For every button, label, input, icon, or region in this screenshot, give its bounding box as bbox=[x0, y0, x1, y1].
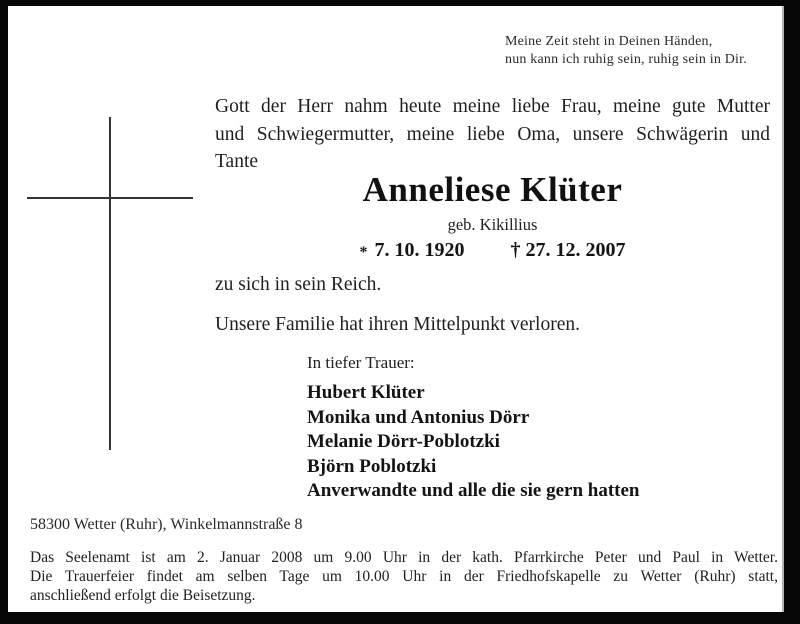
family-line: Unsere Familie hat ihren Mittelpunkt verloren. bbox=[215, 314, 580, 335]
death-date: 27. 12. 2007 bbox=[525, 239, 626, 261]
epigraph-line: nun kann ich ruhig sein, ruhig sein in Dir. bbox=[505, 52, 747, 67]
mourning-heading: In tiefer Trauer: bbox=[307, 353, 415, 372]
after-name-line: zu sich in sein Reich. bbox=[215, 274, 382, 295]
birth-star-symbol: * bbox=[359, 244, 368, 261]
cross-vertical-bar bbox=[109, 117, 111, 450]
death-dagger-symbol: † bbox=[510, 239, 521, 261]
maiden-name: geb. Kikillius bbox=[447, 215, 538, 234]
mourners-list bbox=[307, 381, 640, 504]
service-line: Das Seelenamt ist am 2. Januar 2008 um 9.00 Uhr in der kath. Pfarrkirche Peter und Paul in Wetter. bbox=[30, 549, 778, 566]
deceased-name: Anneliese Klüter bbox=[362, 170, 623, 209]
intro-line: Gott der Herr nahm heute meine liebe Frau, meine gute Mutter bbox=[215, 96, 770, 117]
epigraph bbox=[505, 33, 747, 69]
mourner-name: Björn Poblotzki bbox=[307, 455, 437, 477]
birth-date: 7. 10. 1920 bbox=[374, 239, 465, 261]
service-line: anschließend erfolgt die Beisetzung. bbox=[30, 586, 256, 604]
mourner-name: Hubert Klüter bbox=[307, 382, 425, 403]
service-notice bbox=[30, 549, 778, 605]
address-line: 58300 Wetter (Ruhr), Winkelmannstraße 8 bbox=[30, 516, 303, 533]
cross-horizontal-bar bbox=[27, 197, 193, 199]
intro-line: Tante bbox=[215, 151, 259, 172]
life-dates bbox=[215, 239, 770, 262]
service-line: Die Trauerfeier findet am selben Tage um 10.00 Uhr in der Friedhofskapelle zu Wetter (Ruhr) statt, bbox=[30, 567, 778, 585]
mourner-name: Anverwandte und alle die sie gern hatten bbox=[307, 480, 640, 501]
epigraph-line: Meine Zeit steht in Deinen Händen, bbox=[505, 34, 713, 49]
obituary-paper bbox=[8, 6, 784, 612]
mourner-name: Monika und Antonius Dörr bbox=[307, 406, 530, 428]
intro-line: und Schwiegermutter, meine liebe Oma, unsere Schwägerin und bbox=[215, 123, 770, 145]
intro-paragraph bbox=[215, 93, 770, 176]
mourner-name: Melanie Dörr-Poblotzki bbox=[307, 431, 500, 452]
